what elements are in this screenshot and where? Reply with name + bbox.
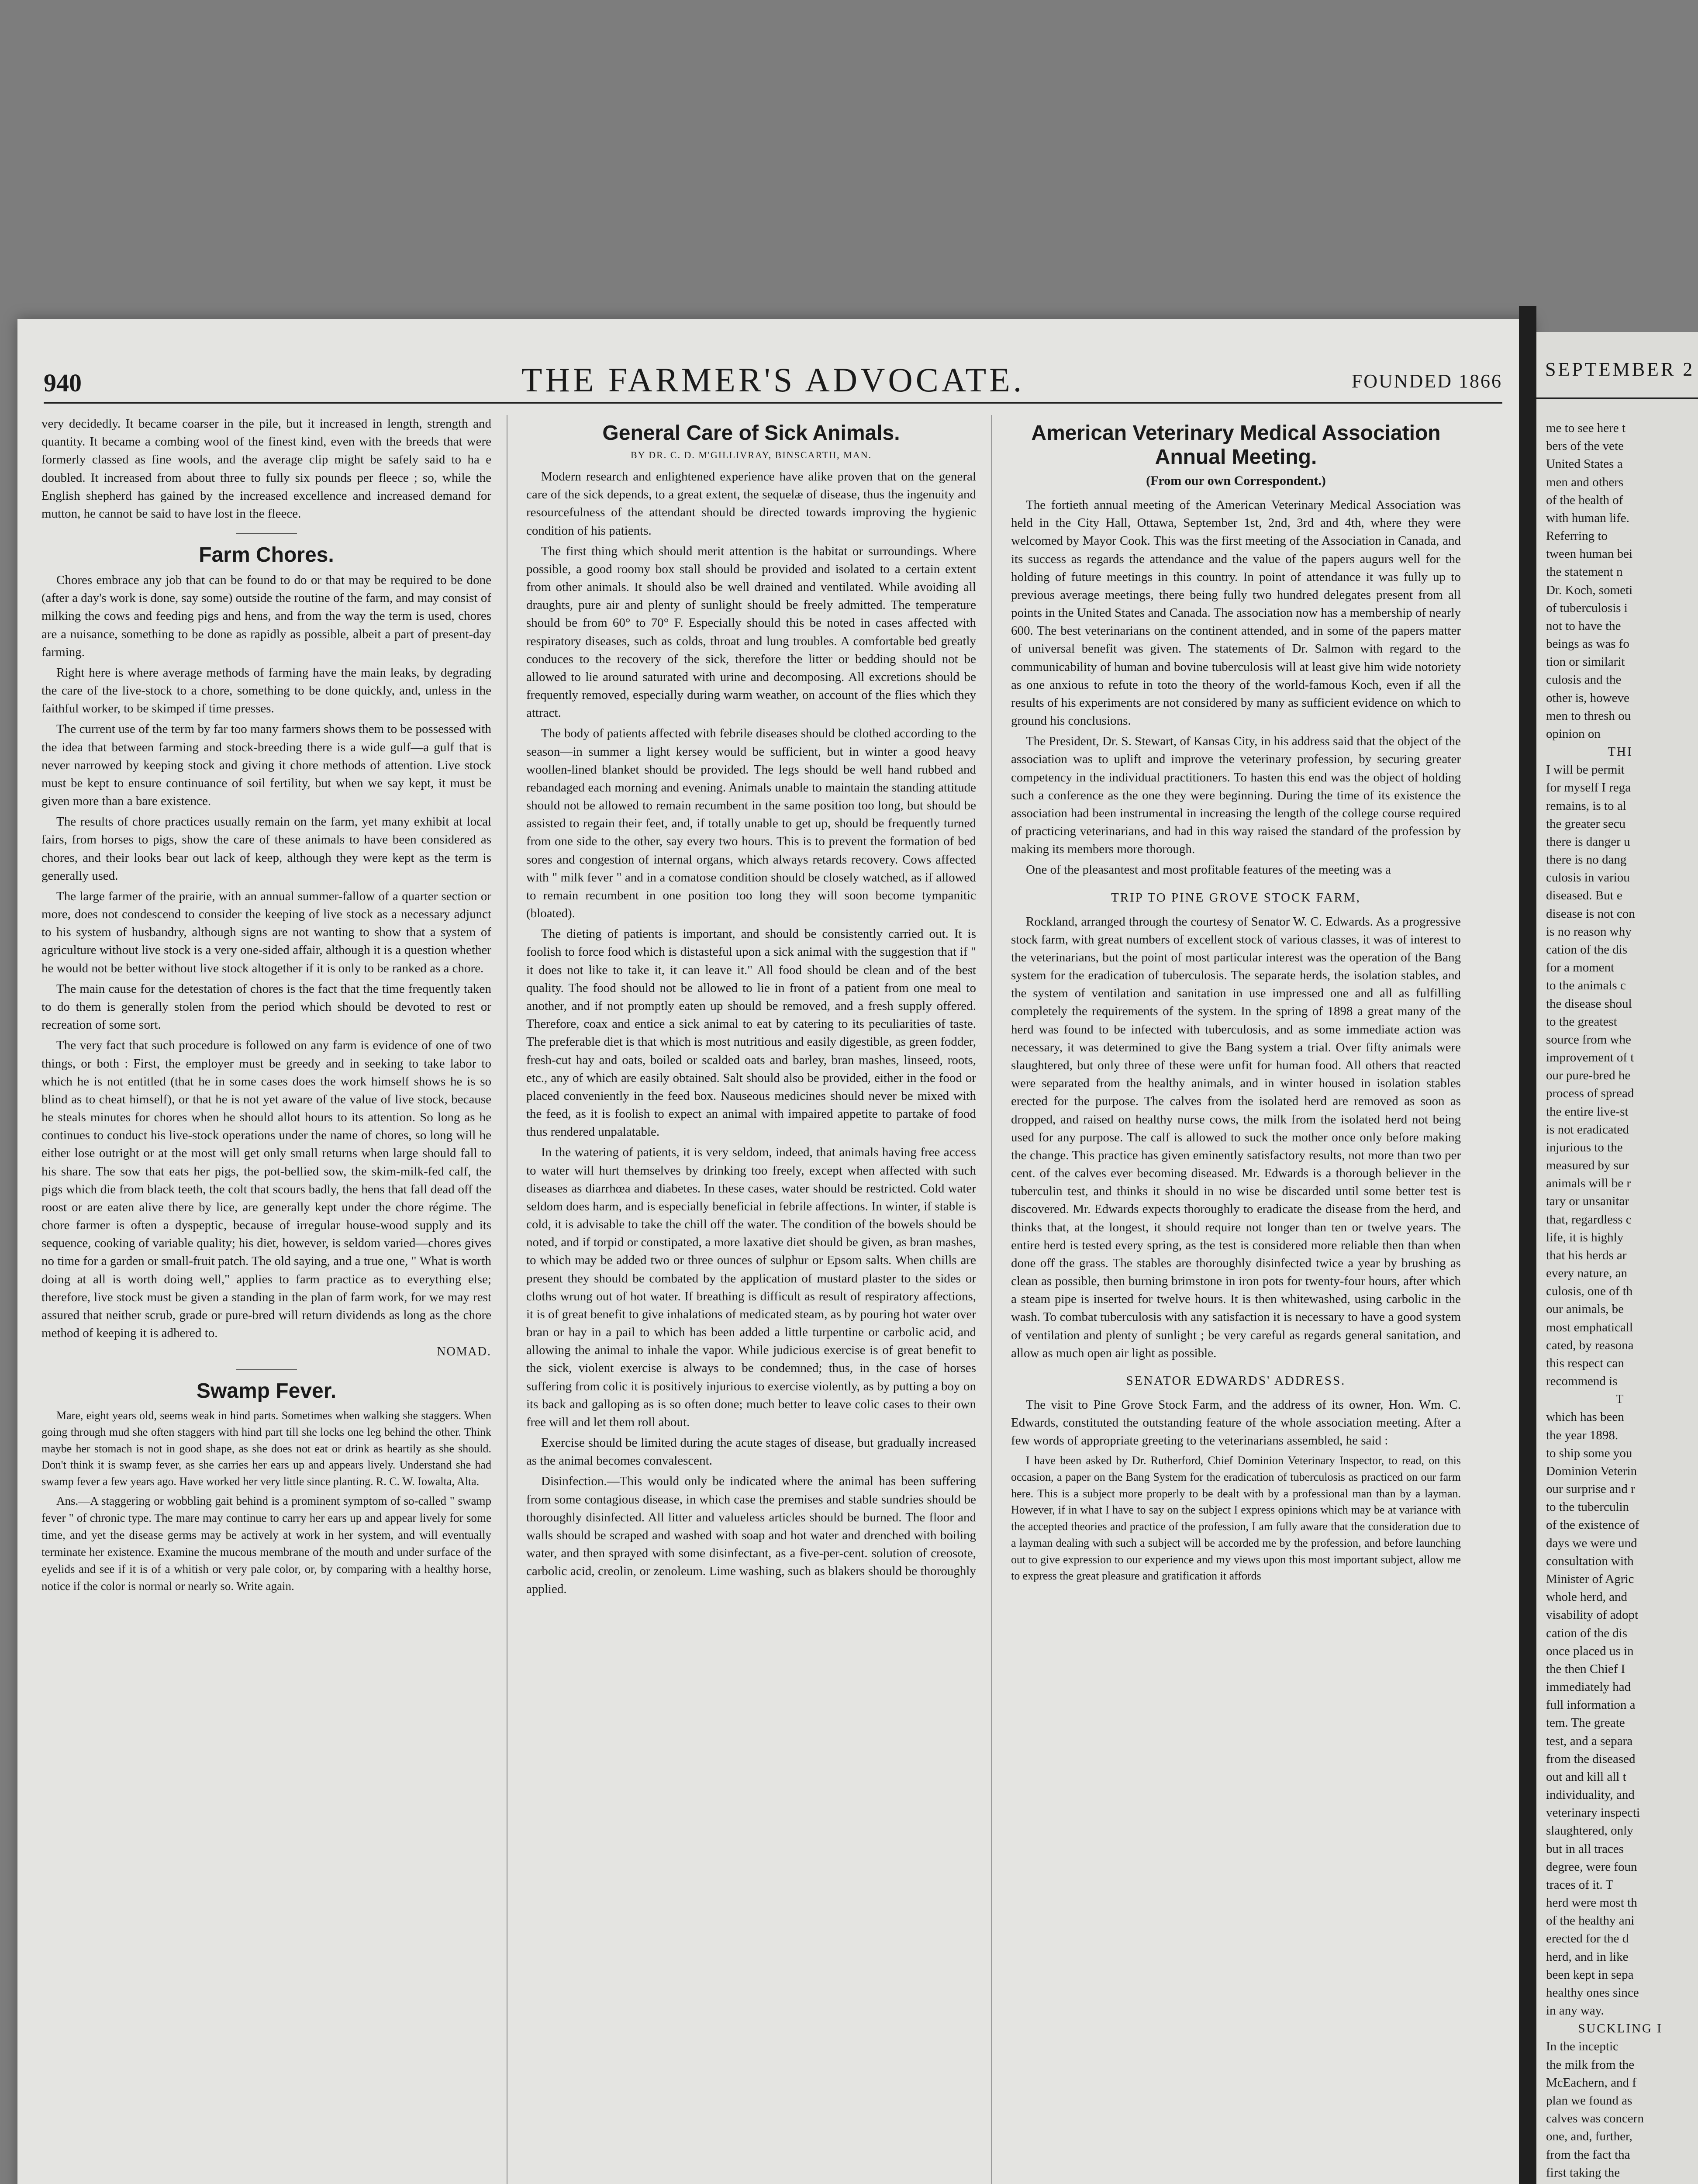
founded-label: FOUNDED 1866 [1351, 370, 1502, 392]
text-line: not to have the [1546, 619, 1621, 633]
article-paragraph: The body of patients affected with febrile diseases should be clothed according to the season—in summer a light kersey would be sufficient, but in winter a good heavy woollen-lined blanket should be provided. The legs should be well hand rubbed and rebandaged each morning and evening. Animals unable to maintain the standing attitude should not be allowed to remain recumbent in the same position too long, but should be assisted to regain their feet, and, if totally unable to get up, should be frequently turned from one side to the other, say every two hours. This is to prevent the formation of bed sores and congestion of internal organs, which always retards recovery. Cows affected with " milk fever " and in a comatose condition should be closely watched, as if allowed to remain recumbent in one position too long they will soon become tympanitic (bloated). [526, 726, 976, 921]
senator-body [1011, 1396, 1461, 1584]
text-line: herd, and in like [1546, 1949, 1629, 1964]
text-line: every nature, an [1546, 1266, 1627, 1281]
text-line: United States a [1546, 457, 1623, 471]
text-line: source from whe [1546, 1032, 1631, 1047]
text-line: animals will be r [1546, 1176, 1631, 1191]
text-line: McEachern, and f [1546, 2075, 1636, 2090]
text-line [1546, 2182, 1695, 2184]
text-line: one, and, further, [1546, 2129, 1632, 2144]
article-paragraph: Modern research and enlightened experience have alike proven that on the general care of the sick depends, to a great extent, the sequelæ of disease, thus the ingenuity and resourcefulness of the attendant should be directed towards improving the hygienic condition of his patients. [526, 470, 976, 538]
text-line: remains, is to al [1546, 798, 1626, 813]
text-line: of the existence of [1546, 1518, 1639, 1532]
intro-paragraph: very decidedly. It became coarser in the pile, but it increased in length, strength and quantity. It became a combing wool of the finest kind, even with the breeds that were formerly classed as fine wools, and the average clip might be safely said to ha e doubled. It increased from about three to fully six pounds per fleece ; so, while the English shepherd has gained by the increased excellence and increased demand for mutton, he cannot be said to have lost in the fleece. [41, 417, 491, 521]
farm-chores-title: Farm Chores. [199, 543, 334, 567]
text-line: most emphaticall [1546, 1320, 1633, 1334]
signature: NOMAD. [437, 1345, 491, 1359]
text-line: our pure-bred he [1546, 1068, 1631, 1083]
byline: BY DR. C. D. M'GILLIVRAY, BINSCARTH, MAN. [631, 449, 872, 460]
article-paragraph: The current use of the term by far too many farmers shows them to be possessed with the idea that between farming and stock-breeding there is a wide gulf—a gulf that is never narrowed by keeping stock and giving it chore methods of attention. Live stock must be kept to ensure continuance of soil fertility, but when we say kept, it must be given more than a bare existence. [41, 722, 491, 809]
text-line: disease is not con [1546, 906, 1635, 921]
text-line: individuality, and [1546, 1788, 1635, 1802]
header-rule [1536, 397, 1698, 399]
text-line: to the tuberculin [1546, 1500, 1629, 1514]
text-line: in any way. [1546, 2004, 1604, 2018]
text-line: plan we found as [1546, 2093, 1632, 2108]
text-line: out and kill all t [1546, 1769, 1626, 1784]
text-line: first taking the [1546, 2165, 1620, 2180]
page-header [44, 360, 1502, 404]
text-line: visability of adopt [1546, 1608, 1639, 1622]
article-paragraph: Chores embrace any job that can be found to do or that may be required to be done (after a day's work is done, say some) outside the routine of the farm, and may consist of milking the cows and feeding pigs and hens, and from the way the term is used, chores are a nuisance, something to be done as rapidly as possible, albeit a part of present-day farming. [41, 573, 491, 659]
article-paragraph: One of the pleasantest and most profitable features of the meeting was a [1026, 863, 1391, 877]
text-line: once placed us in [1546, 1644, 1634, 1658]
text-line: veterinary inspecti [1546, 1806, 1640, 1820]
text-line: that his herds ar [1546, 1248, 1627, 1262]
article-paragraph: I have been asked by Dr. Rutherford, Chief Dominion Veterinary Inspector, to read, on this occasion, a paper on the Bang System for the eradication of tuberculosis as practiced on our farm here. This is a subject more properly to be dealt with by a professional man than by a layman. However, if in what I have to say on the subject I express opinions which may be at variance with the accepted theories and practice of the profession, I am fully aware that the consideration due to a layman dealing with such a subject will be accorded me by the profession, and before launching out to give expression to our experience and my views upon this most important subject, allow me to express the great pleasure and gratification it affords [1011, 1454, 1461, 1583]
column-3 [1011, 415, 1461, 2184]
veterinary-meeting-title: American Veterinary Medical Association Annual Meeting. [1031, 422, 1441, 469]
article-paragraph: The fortieth annual meeting of the American Veterinary Medical Association was held in the City Hall, Ottawa, September 1st, 2nd, 3rd and 4th, where they were welcomed by Mayor Cook. This was the first meeting of the Association in Canada, and its success as regards the attendance and the value of the papers augurs well for the holding of future meetings in this country. In point of attendance it was fully up to previous average meetings, there being fully two hundred delegates present from all points in the United States and Canada. The association now has a membership of nearly 600. The best veterinarians on the continent attended, and in some of the papers matter of universal benefit was given. The statements of Dr. Salmon with regard to the communicability of human and bovine tuberculosis will at least give him wide notoriety as one anxious to refute in toto the theory of the world-famous Koch, even if all the results of his experiments are not considered by many as sufficient evidence on which to ground his conclusions. [1011, 498, 1461, 728]
article-paragraph: In the watering of patients, it is very seldom, indeed, that animals having free access to water will hurt themselves by drinking too freely, except when affected with such diseases as diarrhœa and diabetes. In these cases, water should be restricted. Cold water seldom does harm, and is especially beneficial in febrile affections. In winter, if stable is cold, it is advisable to take the chill off the water. The condition of the bowels should be noted, and if torpid or constipated, a more laxative diet should be given, as bran mashes, to which may be added two or three ounces of sulphur or Epsom salts. When chills are present they should be combated by the application of mustard plaster to the sides or cloths wrung out of hot water. If breathing is difficult as result of respiratory affections, it is of great benefit to give inhalations of medicated steam, as by pouring hot water over bran or hay in a pail to which has been added a little turpentine or carbolic acid, and allowing the animal to inhale the vapor. While judicious exercise is of great benefit to the sick, violent exercise is always to be condemned; thus, in the case of horses suffering from colic it is positively injurious to exercise violently, as by putting a boy on its back and galloping as is so often done; much better to leave colic cases to their own free will and let them roll about. [526, 1145, 976, 1429]
text-line: for myself I rega [1546, 781, 1631, 795]
column-rule [991, 415, 992, 2184]
text-line: from the diseased [1546, 1752, 1636, 1766]
text-line: Dr. Koch, someti [1546, 583, 1633, 597]
text-line: men and others [1546, 475, 1624, 489]
text-line: erected for the d [1546, 1932, 1629, 1946]
text-line: opinion on [1546, 726, 1601, 741]
masthead-title: THE FARMER'S ADVOCATE. [521, 361, 1025, 399]
editor-answer: Ans.—A staggering or wobbling gait behind is a prominent symptom of so-called " swamp fever " of chronic type. The mare may continue to carry her ears up and appear lively for some time, and yet the disease germs may be actively at work in her system, and will eventually terminate her existence. Examine the mucous membrane of the mouth and under surface of the eyelids and see if it is of a whitish or very pale color, or, by comparing with a healthy horse, notice if the color is normal or nearly so. Write again. [41, 1494, 491, 1593]
text-line: the disease shoul [1546, 996, 1632, 1011]
text-line: whole herd, and [1546, 1590, 1628, 1604]
book-gutter [1519, 306, 1536, 2184]
correspondent-note: (From our own Correspondent.) [1146, 473, 1326, 488]
article-paragraph: Disinfection.—This would only be indicated where the animal has been suffering from some contagious disease, in which case the premises and stable sundries should be thoroughly disinfected. All litter and valueless articles should be burned. The floor and walls should be scraped and washed with soap and hot water and drenched with boiling water, and then sprayed with some disinfectant, as a five-per-cent. solution of creosote, carbolic acid, creolin, or zenoleum. Lime washing, such as blakers should be thoroughly applied. [526, 1474, 976, 1597]
text-line: days we were und [1546, 1536, 1637, 1550]
text-line: been kept in sepa [1546, 1967, 1634, 1982]
text-line: the statement n [1546, 565, 1623, 579]
text-line: measured by sur [1546, 1158, 1629, 1173]
text-line: cation of the dis [1546, 1626, 1628, 1640]
text-line: for a moment [1546, 961, 1615, 975]
text-line: cation of the dis [1546, 942, 1628, 957]
article-paragraph: The first thing which should merit attention is the habitat or surroundings. Where possible, a good roomy box stall should be provided and isolated to a certain extent from other animals. It should also be well drained and ventilated. While avoiding all draughts, pure air and plenty of sunlight should be freely admitted. The temperature should be from 60° to 70° F. Especially should this be noted in cases affected with respiratory diseases, such as colds, throat and lung troubles. A comfortable bed greatly conduces to the recovery of the sick, therefore the litter or bedding should not be allowed to lie around saturated with urine and decomposing. All excretions should be frequently removed, especially during warm weather, on account of the flies which they attract. [526, 544, 976, 720]
divider [236, 1369, 297, 1370]
text-line: In the inceptic [1546, 2039, 1619, 2054]
article-paragraph: The dieting of patients is important, and should be consistently carried out. It is foolish to force food which is distasteful upon a sick animal with the suggestion that if " it does not like to take it, it can leave it." All food should be clean and of the best quality. The food should not be allowed to lie in front of a patient from one meal to another, and if not promptly eaten up should be removed, and a fresh supply offered. Therefore, coax and entice a sick animal to eat by catering to its peculiarities of taste. The preferable diet is that which is most nutritious and easily digestible, as green fodder, fresh-cut hay and oats, boiled or scalded oats and barley, bran mashes, linseed, roots, etc., any of which are easily obtained. Salt should also be provided, either in the food or placed conveniently in the feed box. Nauseous medicines should never be mixed with the feed, as it is foolish to expect an animal with impaired appetite to partake of food thus rendered unpalatable. [526, 927, 976, 1139]
text-line: process of spread [1546, 1086, 1634, 1101]
text-line: the year 1898. [1546, 1428, 1619, 1442]
text-line: our animals, be [1546, 1302, 1624, 1317]
text-line: diseased. But e [1546, 888, 1622, 903]
text-line: there is danger u [1546, 834, 1630, 849]
text-line: to ship some you [1546, 1446, 1632, 1460]
article-paragraph: The very fact that such procedure is followed on any farm is evidence of one of two things, or both : First, the employer must be greedy and in seeking to take labor to which he is not entitled (that he in some cases does the work himself shows he is so blind as to cheat himself), or that he is not yet aware of the value of live stock, because he steals minutes for chores when he should allot hours to its attention. So long as he continues to conduct his live-stock operations under the name of chores, so long will he either lose outright or at the most will get only small returns when large should fall to his share. The sow that eats her pigs, the pot-bellied sow, the skim-milk-fed calf, the pigs which die from black teeth, the colt that scours badly, the hens that fall dead off the roost or are eaten alive there by lice, are generally kept under the chore régime. The chore farmer is often a dyspeptic, because of irregular house-wood supply and its sequence, cooking of variable quality; his diet, however, is seldom varied—chores gives no time for a garden or small-fruit patch. The old saying, and a true one, " What is worth doing at all is worth doing well," applies to farm practice as to everything else; therefore, live stock must be given a standing in the plan of farm work, for we may rest assured that neither scrub, grade or pure-bred will return dividends as long as the chore method of keeping it is adhered to. [41, 1038, 491, 1341]
meeting-body [1011, 496, 1461, 879]
page-number: 940 [44, 369, 82, 397]
text-line: the greater secu [1546, 816, 1626, 831]
text-line: which has been [1546, 1410, 1624, 1424]
text-line: culosis in variou [1546, 871, 1630, 885]
text-line: the entire live-st [1546, 1104, 1629, 1119]
column-1 [41, 415, 491, 2184]
text-line: me to see here t [1546, 421, 1626, 435]
text-line: the then Chief I [1546, 1662, 1626, 1676]
text-line: tween human bei [1546, 547, 1633, 561]
text-line: T [1615, 1392, 1625, 1406]
text-line: slaughtered, only [1546, 1824, 1633, 1838]
article-paragraph: Rockland, arranged through the courtesy of Senator W. C. Edwards. As a progressive stock farm, with great numbers of excellent stock of various classes, it was of interest to the veterinarians, but the point of most particular interest was the operation of the Bang system for the eradication of tuberculosis. The separate herds, the isolation stables, and the system of ventilation and sanitation in use impressed one and all as fulfilling completely the requirements of the system. In the spring of 1898 a great many of the herd was found to be infected with tuberculosis, and as some immediate action was necessary, it was determined to give the Bang system a trial. Over fifty animals were slaughtered, but only three of these were unfit for human food. All others that reacted were separated from the healthy animals, and in winter housed in isolation stables erected for the purpose. The calves from the isolated herd are removed as soon as dropped, and raised on healthy nurse cows, the milk from the isolated herd not being used for any purpose. The calf is allowed to suck the mother once only before making the change. This practice has given eminently satisfactory results, not more than two per cent. of the calves ever becoming diseased. Mr. Edwards is a thorough believer in the tuberculin test, and thinks it should in no wise be discarded until some better test is discovered. Mr. Edwards expects thoroughly to eradicate the disease from the herd, and thinks that, at the longest, it should require not longer than ten or twelve years. The entire herd is tested every spring, as the test is considered more reliable then than when done off the grass. The stables are thoroughly disinfected twice a year by brushing as clean as possible, then burning brimstone in iron pots for twenty-four hours, after which a steam pipe is inserted for twelve hours. It is then whitewashed, using carbolic in the wash. To combat tuberculosis with any satisfaction it is necessary to have a good system of ventilation and plenty of sunlight ; be very careful as regards general sanitation, and allow as much open air light as possible. [1011, 914, 1461, 1360]
text-line: test, and a separa [1546, 1734, 1633, 1748]
newspaper-page [17, 319, 1533, 2184]
text-line: I will be permit [1546, 763, 1625, 777]
text-line: beings as was fo [1546, 637, 1629, 651]
text-line: to the animals c [1546, 978, 1626, 993]
column-2 [526, 415, 976, 2184]
article-paragraph: The large farmer of the prairie, with an annual summer-fallow of a quarter section or more, does not condescend to consider the keeping of live stock as a necessary adjunct to his system of husbandry, although signs are not wanting to show that a system of agriculture without live stock is a very one-sided affair, although it is a question whether he would not be better without live stock altogether if it is only to be ranked as a chore. [41, 889, 491, 975]
article-paragraph: Exercise should be limited during the acute stages of disease, but gradually increased as the animal becomes convalescent. [526, 1436, 976, 1468]
text-line: there is no dang [1546, 853, 1627, 867]
text-line: SUCKLING I [1578, 2022, 1663, 2036]
text-line: cated, by reasona [1546, 1338, 1634, 1352]
text-line: from the fact tha [1546, 2147, 1630, 2162]
text-line: herd were most th [1546, 1896, 1637, 1910]
text-line: of the healthy ani [1546, 1914, 1635, 1928]
text-line: is not eradicated [1546, 1122, 1629, 1137]
text-line: of the health of [1546, 493, 1623, 507]
text-line: bers of the vete [1546, 439, 1624, 453]
text-line: recommend is [1546, 1374, 1618, 1389]
text-line: THI [1608, 745, 1633, 759]
facing-page-header: SEPTEMBER 2 [1545, 359, 1695, 380]
farm-chores-body [41, 571, 491, 1342]
text-line: our surprise and r [1546, 1482, 1635, 1496]
article-paragraph: The visit to Pine Grove Stock Farm, and the address of its owner, Hon. Wm. C. Edwards, constituted the outstanding feature of the whole association meeting. After a few words of appropriate greeting to the veterinarians assembled, he said : [1011, 1397, 1461, 1448]
facing-page-text [1546, 419, 1695, 2184]
text-line: of tuberculosis i [1546, 601, 1628, 615]
text-line: degree, were foun [1546, 1859, 1637, 1874]
senator-heading: SENATOR EDWARDS' ADDRESS. [1126, 1373, 1346, 1388]
reader-question: Mare, eight years old, seems weak in hind parts. Sometimes when walking she staggers. When going through mud she often staggers with hind part till she locks one leg behind the other. Think maybe her stomach is not in good shape, as she does not eat or drink as heartily as she should. Don't think it is swamp fever, as she carries her ears up and appears lively. Understand she had swamp fever a few years ago. Have worked her very little since planting. R. C. W. Iowalta, Alta. [41, 1409, 491, 1488]
text-line: calves was concern [1546, 2111, 1644, 2126]
text-line: Referring to [1546, 529, 1608, 543]
sick-animals-body [526, 468, 976, 1599]
article-paragraph: The main cause for the detestation of chores is the fact that the time frequently taken to do them is generally stolen from the period which should be devoted to rest or recreation of some sort. [41, 981, 491, 1032]
text-line: immediately had [1546, 1680, 1631, 1694]
divider [236, 533, 297, 534]
text-line: tem. The greate [1546, 1716, 1625, 1730]
text-line: consultation with [1546, 1554, 1634, 1568]
sick-animals-title: General Care of Sick Animals. [602, 422, 900, 445]
facing-page [1536, 332, 1698, 2184]
trip-body [1011, 913, 1461, 1362]
text-line: traces of it. T [1546, 1877, 1614, 1892]
trip-heading: TRIP TO PINE GROVE STOCK FARM, [1111, 890, 1361, 905]
text-line: tion or similarit [1546, 655, 1625, 669]
text-line: culosis and the [1546, 673, 1622, 687]
text-line: tary or unsanitar [1546, 1194, 1629, 1209]
text-line: men to thresh ou [1546, 708, 1631, 723]
text-line: Minister of Agric [1546, 1572, 1634, 1586]
text-line: other is, howeve [1546, 691, 1629, 705]
article-paragraph: The results of chore practices usually remain on the farm, yet many exhibit at local fairs, from horses to pigs, show the care of these animals to have been considered as chores, and their looks bear out lack of keep, although they were kept as the term is generally used. [41, 815, 491, 883]
text-line: the milk from the [1546, 2057, 1635, 2072]
text-line: to the greatest [1546, 1014, 1617, 1029]
text-line: this respect can [1546, 1356, 1624, 1370]
text-line: healthy ones since [1546, 1985, 1639, 2000]
text-line: that, regardless c [1546, 1212, 1632, 1227]
text-line: but in all traces [1546, 1842, 1624, 1856]
text-line: improvement of t [1546, 1051, 1634, 1065]
text-line: Dominion Veterin [1546, 1464, 1637, 1478]
text-line: culosis, one of th [1546, 1284, 1633, 1299]
article-paragraph: Right here is where average methods of farming have the main leaks, by degrading the care of the live-stock to a chore, something to be done quickly, and, unless in the faithful worker, to be skimped if time presses. [41, 665, 491, 716]
text-line: is no reason why [1546, 924, 1632, 939]
text-line: injurious to the [1546, 1140, 1623, 1154]
text-line: with human life. [1546, 511, 1629, 525]
article-paragraph: The President, Dr. S. Stewart, of Kansas City, in his address said that the object of the association was to uplift and improve the veterinary profession, by securing greater competency in the individual practitioners. To hasten this end was the object of holding such a conference as the one they were beginning. During the time of its existence the association had been instrumental in increasing the length of the college course required of practicing veterinarians, and had in this way raised the standard of the profession by making its members more thorough. [1011, 734, 1461, 857]
text-line: full information a [1546, 1698, 1636, 1712]
swamp-fever-title: Swamp Fever. [196, 1379, 337, 1403]
text-line: life, it is highly [1546, 1230, 1624, 1244]
